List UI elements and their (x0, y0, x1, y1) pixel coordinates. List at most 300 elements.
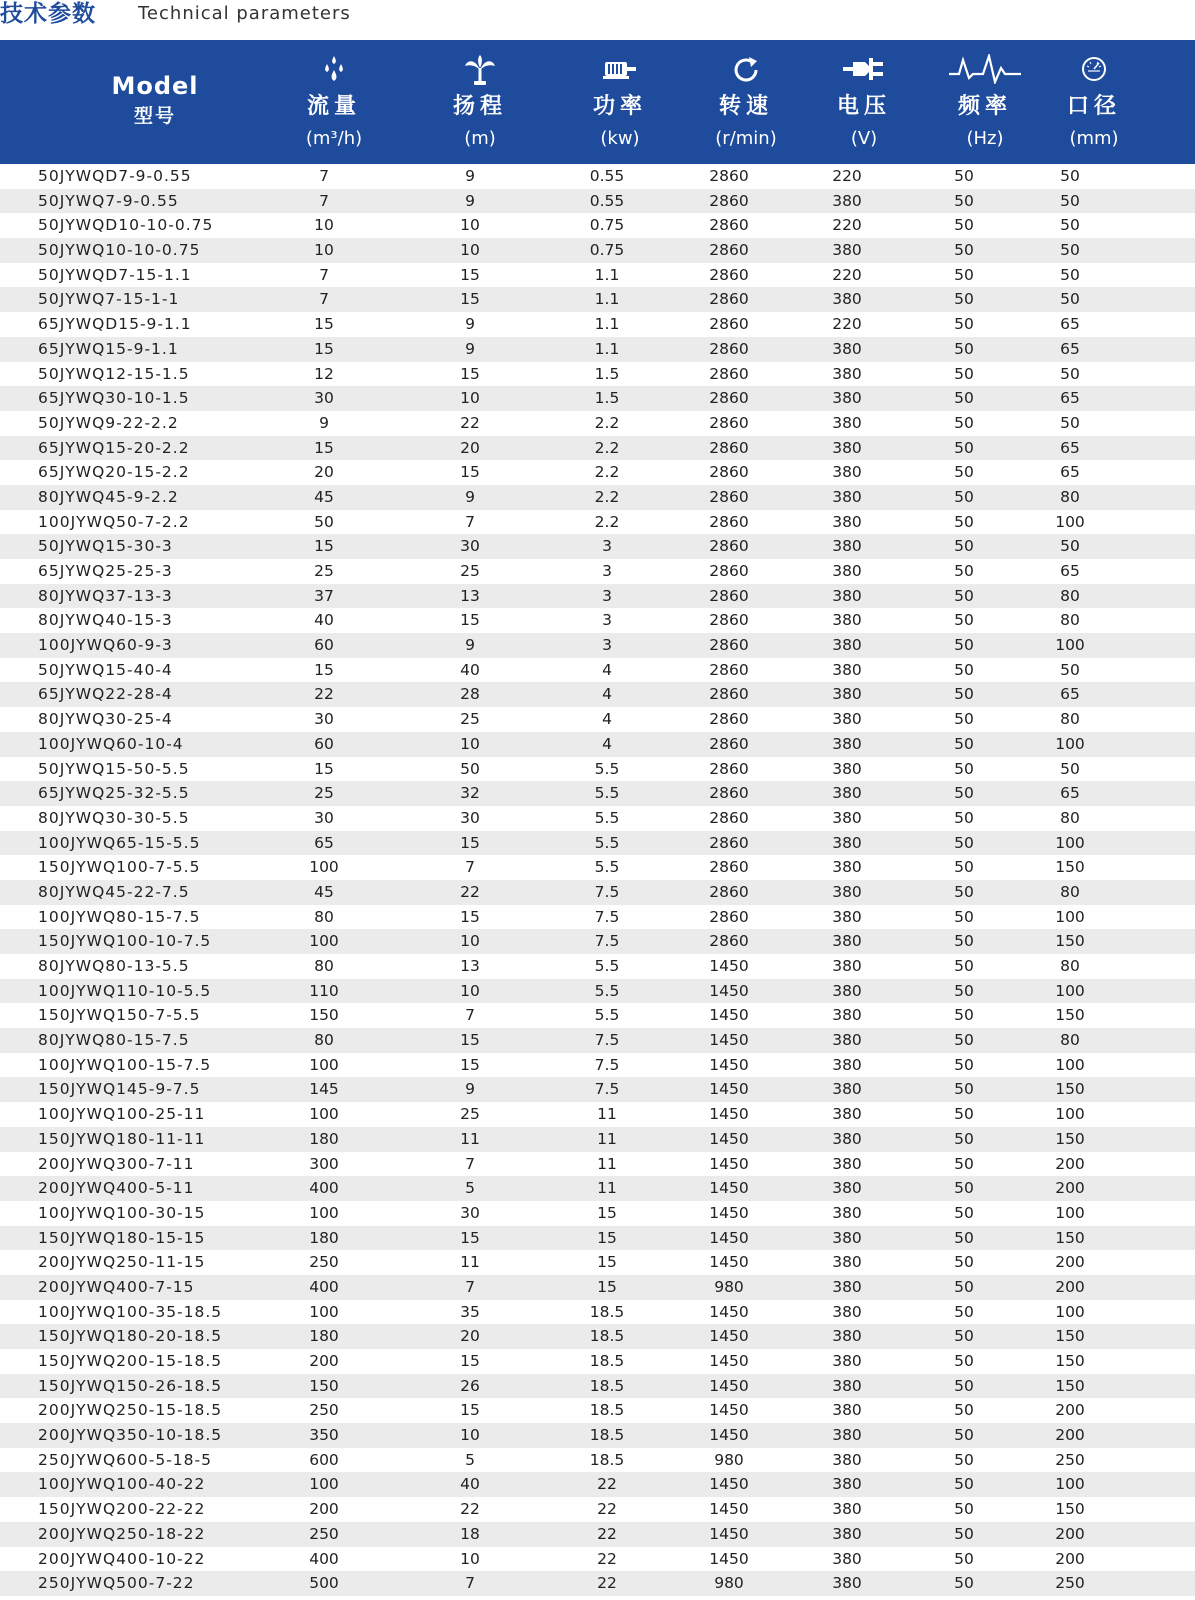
cell-frequency: 50 (954, 537, 974, 556)
cell-caliber: 80 (1060, 1031, 1080, 1050)
cell-model: 50JYWQ15-50-5.5 (38, 759, 190, 778)
cell-flow: 60 (314, 734, 334, 753)
table-row (0, 485, 1195, 510)
cell-speed: 2860 (709, 858, 749, 877)
cell-frequency: 50 (954, 487, 974, 506)
cell-caliber: 200 (1055, 1277, 1085, 1296)
cell-voltage: 380 (832, 1105, 862, 1124)
cell-head: 10 (460, 241, 480, 260)
cell-model: 50JYWQD7-9-0.55 (38, 167, 192, 185)
cell-head: 9 (465, 636, 475, 655)
cell-caliber: 50 (1060, 241, 1080, 260)
table-row (0, 213, 1195, 238)
cell-power: 5.5 (594, 833, 620, 852)
cell-flow: 350 (309, 1426, 339, 1445)
cell-caliber: 100 (1055, 981, 1085, 1000)
cell-power: 18.5 (589, 1450, 625, 1469)
cell-flow: 15 (314, 759, 334, 778)
header-power-label: 功率 (592, 94, 647, 119)
cell-head: 11 (460, 1129, 480, 1148)
cell-frequency: 50 (954, 808, 974, 827)
cell-head: 13 (460, 586, 480, 605)
cell-head: 9 (465, 315, 475, 334)
cell-frequency: 50 (954, 315, 974, 334)
cell-frequency: 50 (954, 1327, 974, 1346)
cell-head: 25 (460, 1105, 480, 1124)
cell-flow: 10 (314, 216, 334, 235)
cell-speed: 1450 (709, 957, 749, 975)
cell-voltage: 380 (832, 1080, 862, 1099)
cell-flow: 40 (314, 611, 334, 630)
cell-flow: 80 (314, 1031, 334, 1050)
cell-frequency: 50 (954, 1376, 974, 1395)
cell-head: 25 (460, 710, 480, 729)
cell-frequency: 50 (954, 216, 974, 235)
cell-flow: 100 (309, 1105, 339, 1124)
cell-caliber: 100 (1055, 907, 1085, 926)
cell-frequency: 50 (954, 167, 974, 185)
cell-frequency: 50 (954, 981, 974, 1000)
header-model-en: Model (111, 72, 199, 100)
cell-voltage: 380 (832, 907, 862, 926)
cell-speed: 1450 (709, 1179, 749, 1198)
cell-caliber: 65 (1060, 389, 1080, 408)
cell-speed: 1450 (709, 1401, 749, 1420)
cell-frequency: 50 (954, 907, 974, 926)
cell-flow: 30 (314, 389, 334, 408)
table-row (0, 658, 1195, 683)
cell-model: 150JYWQ200-15-18.5 (38, 1352, 223, 1370)
cell-speed: 2860 (709, 167, 749, 185)
cell-caliber: 80 (1060, 808, 1080, 827)
cell-caliber: 50 (1060, 290, 1080, 309)
cell-head: 7 (465, 858, 475, 877)
cell-voltage: 380 (832, 512, 862, 531)
cell-model: 65JYWQ30-10-1.5 (38, 389, 190, 408)
cell-speed: 2860 (709, 191, 749, 210)
cell-power: 4 (602, 685, 612, 704)
cell-head: 13 (460, 957, 480, 975)
cell-voltage: 380 (832, 586, 862, 605)
cell-power: 2.2 (594, 487, 620, 506)
cell-head: 28 (460, 685, 480, 704)
cell-flow: 15 (314, 537, 334, 556)
header-flow-label: 流量 (306, 94, 361, 119)
cell-flow: 500 (309, 1574, 339, 1593)
table-row (0, 386, 1195, 411)
table-row (0, 1374, 1195, 1399)
cell-flow: 100 (309, 1302, 339, 1321)
cell-head: 15 (460, 907, 480, 926)
table-row (0, 238, 1195, 263)
cell-model: 50JYWQ12-15-1.5 (38, 364, 190, 383)
cell-speed: 1450 (709, 1055, 749, 1074)
cell-caliber: 150 (1055, 1352, 1085, 1370)
cell-flow: 7 (319, 167, 329, 185)
cell-power: 5.5 (594, 858, 620, 877)
cell-model: 80JYWQ45-9-2.2 (38, 487, 179, 506)
cell-frequency: 50 (954, 389, 974, 408)
cell-flow: 600 (309, 1450, 339, 1469)
cell-flow: 100 (309, 932, 339, 951)
cell-frequency: 50 (954, 463, 974, 482)
cell-voltage: 380 (832, 339, 862, 358)
cell-caliber: 80 (1060, 710, 1080, 729)
cell-head: 11 (460, 1253, 480, 1272)
table-row (0, 757, 1195, 782)
cell-frequency: 50 (954, 611, 974, 630)
cell-flow: 9 (319, 413, 329, 432)
cell-speed: 2860 (709, 833, 749, 852)
cell-frequency: 50 (954, 1302, 974, 1321)
cell-caliber: 100 (1055, 636, 1085, 655)
cell-head: 18 (460, 1524, 480, 1543)
cell-voltage: 380 (832, 1228, 862, 1247)
cell-model: 80JYWQ40-15-3 (38, 611, 173, 630)
cell-model: 100JYWQ60-9-3 (38, 636, 173, 655)
cell-voltage: 380 (832, 858, 862, 877)
cell-speed: 1450 (709, 1006, 749, 1025)
cell-frequency: 50 (954, 1574, 974, 1593)
cell-flow: 100 (309, 1055, 339, 1074)
gauge-icon (1079, 54, 1109, 88)
cell-voltage: 380 (832, 957, 862, 975)
cell-speed: 1450 (709, 1426, 749, 1445)
cell-voltage: 220 (832, 315, 862, 334)
cell-head: 15 (460, 1401, 480, 1420)
header-speed-unit: (r/min) (715, 128, 777, 149)
cell-voltage: 380 (832, 1500, 862, 1519)
cell-flow: 250 (309, 1401, 339, 1420)
cell-frequency: 50 (954, 734, 974, 753)
cell-frequency: 50 (954, 512, 974, 531)
header-caliber-unit: (mm) (1069, 128, 1119, 149)
cell-caliber: 100 (1055, 1302, 1085, 1321)
table-row (0, 1003, 1195, 1028)
title-chinese: 技术参数 (0, 1, 96, 27)
cell-power: 5.5 (594, 808, 620, 827)
table-row (0, 189, 1195, 214)
cell-head: 15 (460, 1352, 480, 1370)
cell-flow: 180 (309, 1129, 339, 1148)
cell-frequency: 50 (954, 364, 974, 383)
cell-power: 7.5 (594, 907, 620, 926)
cell-speed: 1450 (709, 1327, 749, 1346)
header-speed (682, 40, 810, 164)
cell-voltage: 380 (832, 1352, 862, 1370)
cell-frequency: 50 (954, 932, 974, 951)
cell-caliber: 50 (1060, 191, 1080, 210)
table-row (0, 1226, 1195, 1251)
cell-voltage: 380 (832, 290, 862, 309)
cell-model: 150JYWQ200-22-22 (38, 1500, 206, 1519)
table-row (0, 1547, 1195, 1572)
table-row (0, 781, 1195, 806)
cell-head: 10 (460, 389, 480, 408)
cell-power: 7.5 (594, 1080, 620, 1099)
cell-voltage: 380 (832, 1203, 862, 1222)
cell-model: 65JYWQ15-20-2.2 (38, 438, 190, 457)
cell-voltage: 380 (832, 1129, 862, 1148)
cell-power: 3 (602, 586, 612, 605)
cell-head: 10 (460, 981, 480, 1000)
cell-flow: 100 (309, 1203, 339, 1222)
cell-head: 10 (460, 216, 480, 235)
cell-power: 7.5 (594, 932, 620, 951)
cell-head: 20 (460, 438, 480, 457)
cell-power: 1.5 (594, 389, 620, 408)
cell-flow: 200 (309, 1352, 339, 1370)
cell-power: 3 (602, 636, 612, 655)
cell-caliber: 200 (1055, 1179, 1085, 1198)
cell-model: 65JYWQ25-32-5.5 (38, 784, 190, 803)
cell-model: 150JYWQ180-20-18.5 (38, 1327, 223, 1346)
cell-power: 15 (597, 1277, 617, 1296)
cell-head: 15 (460, 1228, 480, 1247)
header-flow-unit: (m³/h) (305, 128, 363, 149)
table-row (0, 1028, 1195, 1053)
cell-flow: 180 (309, 1228, 339, 1247)
cell-flow: 60 (314, 636, 334, 655)
cell-speed: 2860 (709, 438, 749, 457)
cell-model: 50JYWQD7-15-1.1 (38, 265, 192, 284)
cell-speed: 1450 (709, 1302, 749, 1321)
cell-voltage: 220 (832, 265, 862, 284)
cell-flow: 250 (309, 1524, 339, 1543)
cell-speed: 2860 (709, 487, 749, 506)
cell-frequency: 50 (954, 191, 974, 210)
cell-power: 3 (602, 611, 612, 630)
cell-flow: 37 (314, 586, 334, 605)
cell-model: 200JYWQ350-10-18.5 (38, 1426, 223, 1445)
cell-speed: 1450 (709, 1549, 749, 1568)
cell-frequency: 50 (954, 438, 974, 457)
cell-head: 15 (460, 364, 480, 383)
cell-model: 50JYWQ15-40-4 (38, 660, 173, 679)
header-head-unit: (m) (464, 128, 496, 149)
cell-voltage: 380 (832, 734, 862, 753)
cell-caliber: 100 (1055, 833, 1085, 852)
cell-flow: 50 (314, 512, 334, 531)
cell-head: 22 (460, 413, 480, 432)
cell-voltage: 380 (832, 487, 862, 506)
fountain-icon (463, 54, 497, 90)
cell-power: 15 (597, 1253, 617, 1272)
cell-flow: 80 (314, 957, 334, 975)
cell-speed: 1450 (709, 1376, 749, 1395)
header-model (60, 40, 250, 164)
cell-flow: 400 (309, 1179, 339, 1198)
cell-voltage: 380 (832, 562, 862, 580)
cell-voltage: 380 (832, 389, 862, 408)
cell-power: 7.5 (594, 882, 620, 901)
cell-flow: 400 (309, 1277, 339, 1296)
cell-flow: 45 (314, 882, 334, 901)
cell-voltage: 380 (832, 241, 862, 260)
cell-speed: 1450 (709, 1105, 749, 1124)
cell-power: 15 (597, 1228, 617, 1247)
cell-voltage: 380 (832, 191, 862, 210)
cell-model: 50JYWQ15-30-3 (38, 537, 173, 556)
cell-frequency: 50 (954, 265, 974, 284)
cell-voltage: 380 (832, 1253, 862, 1272)
cell-flow: 30 (314, 710, 334, 729)
cell-frequency: 50 (954, 1154, 974, 1173)
cell-power: 15 (597, 1203, 617, 1222)
cell-model: 50JYWQ9-22-2.2 (38, 413, 179, 432)
cell-speed: 2860 (709, 907, 749, 926)
cell-speed: 2860 (709, 808, 749, 827)
table-row (0, 287, 1195, 312)
cell-frequency: 50 (954, 858, 974, 877)
cell-head: 7 (465, 1006, 475, 1025)
cell-speed: 2860 (709, 784, 749, 803)
cell-model: 80JYWQ80-15-7.5 (38, 1031, 190, 1050)
cell-power: 5.5 (594, 759, 620, 778)
cell-flow: 30 (314, 808, 334, 827)
cell-speed: 2860 (709, 882, 749, 901)
cell-head: 30 (460, 1203, 480, 1222)
cell-caliber: 65 (1060, 438, 1080, 457)
cell-flow: 15 (314, 438, 334, 457)
cell-speed: 2860 (709, 611, 749, 630)
cell-frequency: 50 (954, 710, 974, 729)
cell-flow: 200 (309, 1500, 339, 1519)
cell-speed: 2860 (709, 734, 749, 753)
cell-caliber: 150 (1055, 1006, 1085, 1025)
table-row (0, 732, 1195, 757)
cell-caliber: 50 (1060, 759, 1080, 778)
table-row (0, 263, 1195, 288)
cell-frequency: 50 (954, 241, 974, 260)
cell-model: 200JYWQ250-15-18.5 (38, 1401, 223, 1420)
cell-caliber: 150 (1055, 932, 1085, 951)
cell-caliber: 50 (1060, 537, 1080, 556)
header-freq-label: 频率 (957, 94, 1012, 119)
cell-head: 9 (465, 191, 475, 210)
table-row (0, 534, 1195, 559)
cell-voltage: 380 (832, 1179, 862, 1198)
table-row (0, 929, 1195, 954)
cell-power: 4 (602, 734, 612, 753)
cell-head: 15 (460, 463, 480, 482)
cell-power: 0.55 (589, 167, 625, 185)
cell-caliber: 65 (1060, 315, 1080, 334)
cell-head: 9 (465, 167, 475, 185)
cell-model: 80JYWQ37-13-3 (38, 586, 173, 605)
cell-frequency: 50 (954, 1401, 974, 1420)
cell-head: 50 (460, 759, 480, 778)
cell-speed: 1450 (709, 1203, 749, 1222)
table-row (0, 1448, 1195, 1473)
cell-head: 35 (460, 1302, 480, 1321)
cell-caliber: 100 (1055, 1203, 1085, 1222)
cell-model: 100JYWQ100-25-11 (38, 1105, 206, 1124)
cell-model: 50JYWQ7-9-0.55 (38, 191, 179, 210)
cell-caliber: 100 (1055, 512, 1085, 531)
table-row (0, 1077, 1195, 1102)
cell-speed: 2860 (709, 932, 749, 951)
cell-flow: 15 (314, 315, 334, 334)
cell-flow: 25 (314, 784, 334, 803)
cell-frequency: 50 (954, 1253, 974, 1272)
cell-caliber: 150 (1055, 1376, 1085, 1395)
cell-power: 5.5 (594, 981, 620, 1000)
cell-frequency: 50 (954, 290, 974, 309)
cell-speed: 980 (714, 1450, 744, 1469)
cell-voltage: 380 (832, 1426, 862, 1445)
cell-caliber: 150 (1055, 1500, 1085, 1519)
cell-model: 200JYWQ250-18-22 (38, 1524, 206, 1543)
table-row (0, 1349, 1195, 1374)
cell-head: 30 (460, 537, 480, 556)
cell-caliber: 150 (1055, 1228, 1085, 1247)
cell-model: 65JYWQ22-28-4 (38, 685, 173, 704)
cell-caliber: 50 (1060, 265, 1080, 284)
table-row (0, 337, 1195, 362)
cell-power: 22 (597, 1524, 617, 1543)
cell-flow: 250 (309, 1253, 339, 1272)
cell-power: 5.5 (594, 1006, 620, 1025)
cell-head: 10 (460, 1549, 480, 1568)
cell-head: 9 (465, 339, 475, 358)
cell-frequency: 50 (954, 685, 974, 704)
table-row (0, 831, 1195, 856)
table-row (0, 312, 1195, 337)
cell-voltage: 380 (832, 1154, 862, 1173)
table-row (0, 905, 1195, 930)
cell-voltage: 380 (832, 1574, 862, 1593)
cell-caliber: 65 (1060, 784, 1080, 803)
cell-frequency: 50 (954, 1352, 974, 1370)
motor-icon (601, 54, 639, 88)
cell-model: 200JYWQ400-10-22 (38, 1549, 206, 1568)
header-voltage-label: 电压 (836, 94, 891, 119)
cell-model: 80JYWQ80-13-5.5 (38, 957, 190, 975)
cell-frequency: 50 (954, 784, 974, 803)
cell-head: 30 (460, 808, 480, 827)
table-row (0, 608, 1195, 633)
cell-frequency: 50 (954, 1179, 974, 1198)
water-drops-icon (321, 54, 347, 90)
table-body (0, 164, 1195, 1596)
cell-model: 100JYWQ100-40-22 (38, 1475, 206, 1494)
cell-model: 80JYWQ45-22-7.5 (38, 882, 190, 901)
cell-power: 11 (597, 1179, 617, 1198)
cell-head: 10 (460, 1426, 480, 1445)
cell-model: 100JYWQ60-10-4 (38, 734, 184, 753)
cell-model: 50JYWQD10-10-0.75 (38, 216, 214, 235)
cell-speed: 2860 (709, 562, 749, 580)
header-voltage (804, 40, 924, 164)
cell-power: 22 (597, 1500, 617, 1519)
header-flow (274, 40, 394, 164)
table-row (0, 584, 1195, 609)
cell-power: 0.75 (589, 216, 625, 235)
cell-head: 7 (465, 1154, 475, 1173)
cell-head: 15 (460, 1031, 480, 1050)
cell-frequency: 50 (954, 1549, 974, 1568)
header-head (420, 40, 540, 164)
cell-model: 80JYWQ30-30-5.5 (38, 808, 190, 827)
table-row (0, 954, 1195, 979)
table-row (0, 1300, 1195, 1325)
cell-speed: 2860 (709, 685, 749, 704)
cell-model: 65JYWQD15-9-1.1 (38, 315, 192, 334)
cell-voltage: 380 (832, 1277, 862, 1296)
cell-caliber: 200 (1055, 1154, 1085, 1173)
cell-flow: 12 (314, 364, 334, 383)
